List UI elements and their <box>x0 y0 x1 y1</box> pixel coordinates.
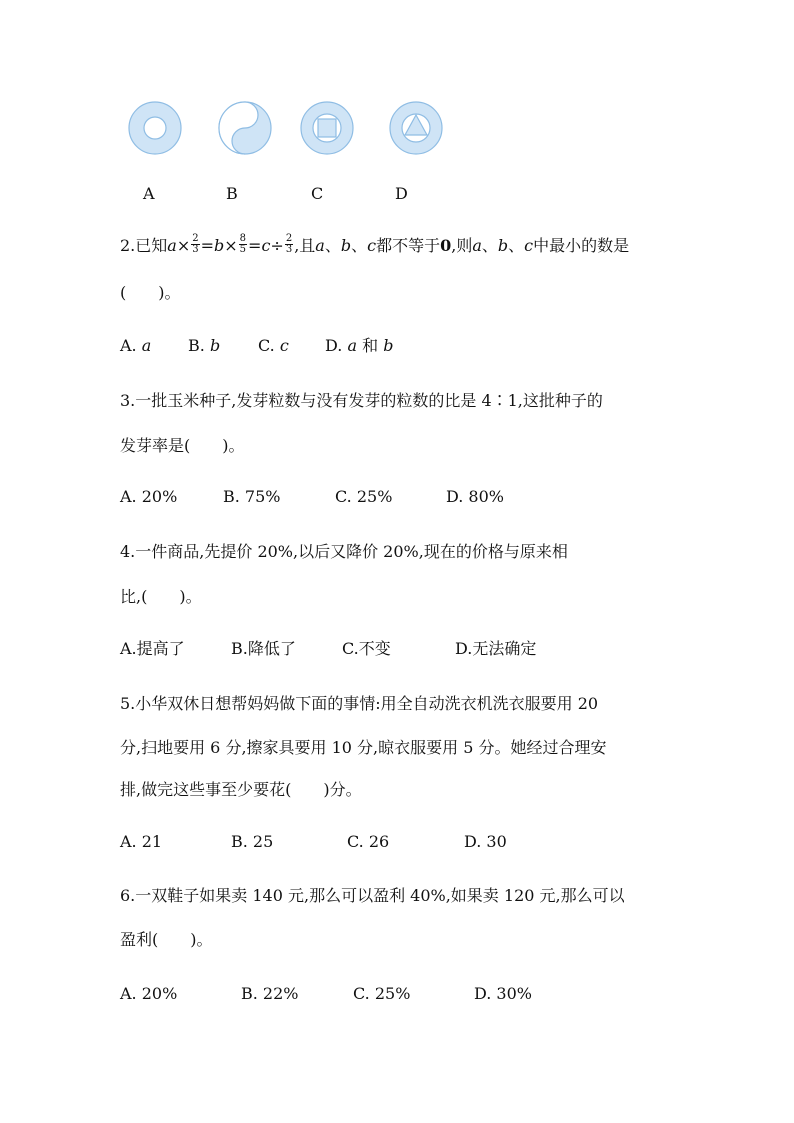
option-b[interactable]: B. 22% <box>241 984 299 1003</box>
question-number: 5. <box>120 694 136 713</box>
question-5-line-3: 排,做完这些事至少要花( )分。 <box>120 780 362 799</box>
option-a[interactable] <box>120 336 151 356</box>
var-b: b <box>383 336 394 355</box>
question-number: 4. <box>120 542 136 561</box>
q2-text: ,则 <box>451 236 473 255</box>
option-letter: A. <box>120 336 137 355</box>
var-a: a <box>472 236 482 255</box>
question-2-line-2: ( )。 <box>120 283 181 302</box>
option-b[interactable]: B. 25 <box>231 832 274 851</box>
var-a: a <box>141 336 152 355</box>
numerator: 2 <box>285 233 293 244</box>
question-3-line-2: 发芽率是( )。 <box>120 436 245 455</box>
question-5-line-2: 分,扫地要用 6 分,擦家具要用 10 分,晾衣服要用 5 分。她经过合理安 <box>120 738 607 757</box>
question-text: 一件商品,先提价 20%,以后又降价 20%,现在的价格与原来相 <box>135 542 568 561</box>
fraction-2-3 <box>285 234 293 255</box>
option-b[interactable] <box>188 336 220 356</box>
figure-label-a: A <box>143 184 155 203</box>
figure-row <box>0 0 794 220</box>
figure-label-b: B <box>226 184 238 203</box>
question-2-line-1 <box>120 233 680 257</box>
option-letter: B. <box>188 336 205 355</box>
option-b[interactable]: B. 75% <box>223 487 281 506</box>
question-text: 一双鞋子如果卖 140 元,那么可以盈利 40%,如果卖 120 元,那么可以 <box>135 886 625 905</box>
divide-sign: ÷ <box>270 236 284 255</box>
figure-d-ring-triangle-icon <box>388 100 444 156</box>
denominator: 3 <box>285 244 293 255</box>
figure-c-ring-square-icon <box>299 100 355 156</box>
fraction-8-5 <box>239 234 247 255</box>
equals-sign: = <box>248 236 262 255</box>
option-a[interactable]: A. 20% <box>120 984 178 1003</box>
figure-b-yin-yang-icon <box>217 100 273 156</box>
question-5-line-1 <box>120 694 680 714</box>
q2-text: 已知 <box>135 236 168 255</box>
option-c[interactable]: C.不变 <box>342 639 391 658</box>
separator: 、 <box>351 236 368 255</box>
separator: 、 <box>508 236 525 255</box>
option-a[interactable]: A.提高了 <box>120 639 185 658</box>
var-b: b <box>340 236 352 255</box>
option-c[interactable]: C. 25% <box>353 984 411 1003</box>
figure-label-d: D <box>395 184 408 203</box>
var-a: a <box>167 236 177 255</box>
option-c[interactable]: C. 25% <box>335 487 393 506</box>
times-sign: × <box>176 236 191 255</box>
q2-text: ,且 <box>294 236 316 255</box>
option-b[interactable]: B.降低了 <box>231 639 296 658</box>
question-number: 6. <box>120 886 136 905</box>
q2-text: 中最小的数是 <box>533 236 630 255</box>
denominator: 3 <box>192 244 199 255</box>
denominator: 5 <box>239 244 247 255</box>
option-letter: D. <box>325 336 343 355</box>
question-4-line-2: 比,( )。 <box>120 587 202 606</box>
question-6-line-2: 盈利( )。 <box>120 930 213 949</box>
var-b: b <box>497 236 509 255</box>
q2-text: 都不等于 <box>376 236 441 255</box>
var-c: c <box>367 236 377 255</box>
option-d[interactable]: D. 80% <box>446 487 504 506</box>
figure-a-ring-circle-icon <box>127 100 183 156</box>
option-letter: C. <box>258 336 275 355</box>
conjunction: 和 <box>362 336 379 355</box>
fraction-2-3 <box>191 234 199 255</box>
numerator: 2 <box>192 233 199 244</box>
question-text: 小华双休日想帮妈妈做下面的事情:用全自动洗衣机洗衣服要用 20 <box>135 694 599 713</box>
separator: 、 <box>324 236 341 255</box>
question-text: 一批玉米种子,发芽粒数与没有发芽的粒数的比是 4∶1,这批种子的 <box>135 391 603 410</box>
option-c[interactable]: C. 26 <box>347 832 390 851</box>
option-d[interactable]: D.无法确定 <box>455 639 537 658</box>
option-d[interactable]: D. 30% <box>474 984 532 1003</box>
numerator: 8 <box>239 233 247 244</box>
var-b: b <box>214 236 225 255</box>
equals-sign: = <box>200 236 215 255</box>
question-6-line-1 <box>120 886 680 906</box>
var-c: c <box>261 236 271 255</box>
figure-label-c: C <box>311 184 324 203</box>
question-3-line-1 <box>120 391 680 411</box>
option-a[interactable]: A. 21 <box>120 832 163 851</box>
question-4-line-1 <box>120 542 680 562</box>
var-a: a <box>315 236 325 255</box>
var-a: a <box>347 336 357 355</box>
var-c: c <box>524 236 534 255</box>
var-c: c <box>279 336 289 355</box>
question-number: 3. <box>120 391 136 410</box>
question-number: 2. <box>120 236 136 255</box>
times-sign: × <box>224 236 238 255</box>
zero-value: 0 <box>440 236 452 255</box>
option-d[interactable]: D. 30 <box>464 832 507 851</box>
var-b: b <box>209 336 221 355</box>
option-a[interactable]: A. 20% <box>120 487 178 506</box>
option-c[interactable] <box>258 336 289 356</box>
separator: 、 <box>481 236 498 255</box>
option-d[interactable] <box>325 336 393 356</box>
